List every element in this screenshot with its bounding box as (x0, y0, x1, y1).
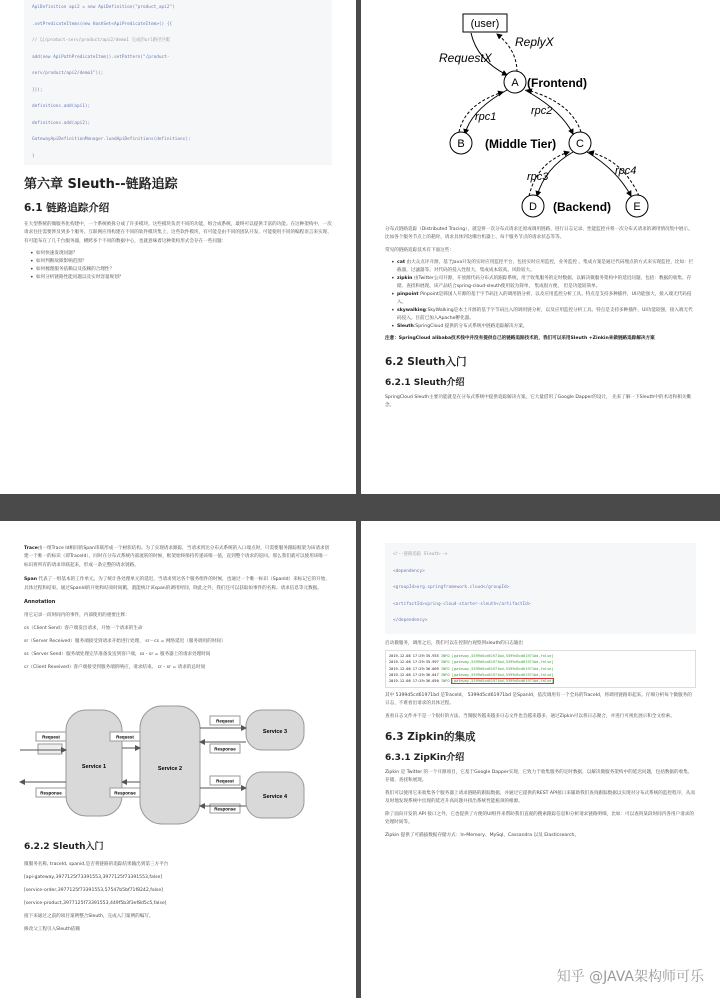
service-4-label: Service 4 (262, 794, 288, 800)
log-level: INFO (440, 653, 450, 658)
event-line: sr（Server Received）服务端接受到请求开始进行处理， sr－cs = 网络延迟（服务调用的时间） (24, 639, 226, 645)
paragraph: 其中 5399d5cd61971bd 是TraceId， 5399d5cd61971bd 是SpanId，依次调用有一个全局的TraceId，将调用链路串起来。仔细分析每个微服务的日志，不难看出请求的具体过程。 (385, 692, 692, 707)
tech-name: pinpoint (397, 292, 419, 298)
tech-list (391, 259, 696, 331)
term-desc: 代表了一组基本的工作单元。为了统计各处理单元的延迟，当请求到达各个服务组件的时候，也通过一个唯一标识（SpanId）来标记它的开始、具体过程和结束。通过SpanId的开始和结束时间戳，就能统计该span的调用时间，除此之外，我们还可以获取如事件的名称。请求信息等元数据。 (24, 577, 330, 591)
code-line: </dependency> (393, 618, 428, 623)
log-level: INFO (440, 679, 450, 684)
middle-tier-label: (Middle Tier) (485, 137, 557, 151)
code-block (24, 0, 332, 165)
document-page-4 (361, 521, 720, 998)
code-line: <dependency> (393, 568, 425, 574)
list-item (391, 307, 696, 323)
rpc3-label: rpc3 (527, 171, 549, 183)
node-c-label: C (576, 138, 584, 150)
call-chain-diagram (361, 0, 720, 222)
code-line: <groupId>org.springframework.cloud</groupId> (393, 585, 510, 590)
node-d-label: D (529, 201, 537, 213)
tech-desc: :SkyWalking是本土开源的基于字节码注入的调用链分析，以及应用监控分析工具。特点是支持多种插件，UI功能较强，接入端无代码侵入。目前已加入Apache孵化器。 (397, 308, 693, 322)
list-item (391, 275, 696, 291)
log-tag: [gateway,5399d5cd61971bd,5399d5cd61971bd,false] (451, 673, 554, 678)
document-page-2 (361, 0, 720, 494)
event-line: ss（Server Send）服务端处理完毕准备发送到客户端，ss - sr = 服务器上的请求处理时间 (24, 652, 211, 658)
rpc1-label: rpc1 (475, 111, 497, 123)
response-tag-label: Response (40, 790, 62, 796)
code-line: definitions.add(api1); (32, 104, 91, 109)
paragraph: 启动微服务，调用之后，我们可以在控制台观察到sleuth的日志输出 (385, 640, 524, 646)
tech-desc: Pinpoint是韩国人开源的基于字节码注入的调用链分析，以及应用监控分析工具。特点是支持多种插件，UI功能强大，接入端无代码侵入。 (397, 292, 692, 306)
response-tag-label: Response (214, 806, 236, 812)
tech-name: skywalking (397, 308, 426, 314)
section-title: 6.1 链路追踪介绍 (24, 202, 110, 214)
log-level: INFO (440, 660, 450, 665)
code-line: }}); (32, 87, 43, 93)
request-tag-label: Request (42, 734, 60, 740)
code-line: definitions.add(api2); (32, 120, 91, 126)
subsection-title: 6.3.1 ZipKin介绍 (385, 753, 465, 764)
paragraph: 接下来通过之前的项目案例整合Sleuth，完成入门案例的编写。 (24, 914, 154, 919)
paragraph: 查看日志文件并不是一个很好的方法，当微服务越来越多日志文件也会越来越多，通过Zipkin可以将日志聚合，并进行可视化展示和全文检索。 (385, 713, 675, 719)
log-time: 2019-12-08 17:29:35.935 (389, 653, 439, 658)
backend-label: (Backend) (553, 200, 612, 214)
term: Span (24, 577, 37, 583)
list-item (391, 291, 696, 307)
list-item (391, 259, 696, 275)
watermark: 知乎 @JAVA架构师可乐 (556, 969, 704, 985)
document-page-3 (0, 521, 356, 998)
annotation-title: Annotation (24, 599, 56, 606)
log-time: 2019-12-08 17:29:36.050 (389, 679, 439, 684)
paragraph: 分布式链路追踪（Distributed Tracing），就是将一次分布式请求还原成调用链路，进行日志记录、性能监控并将一次分布式请求的调用情况集中展示。比如各个服务节点上的耗时、请求具体到达哪台机器上、每个服务节点的请求状态等等。 (385, 227, 693, 241)
log-row (389, 678, 692, 684)
service-2-label: Service 2 (157, 766, 183, 772)
subsection-title: 6.2.2 Sleuth入门 (24, 842, 104, 852)
request-arrow (38, 744, 62, 754)
term: Trace (24, 546, 38, 551)
request-tag-label: Request (216, 778, 234, 784)
log-time: 2019-12-08 17:29:36.047 (389, 673, 439, 678)
list-item: • 如何快速发现问题？ (30, 250, 332, 258)
code-line: serv/product/api2/demo1")); (32, 71, 104, 76)
log-time: 2019-12-08 17:29:35.997 (389, 660, 439, 665)
span-flow-diagram (0, 688, 356, 828)
code-line: .setPredicateItems(new HashSet<ApiPredicateItem>() {{ (32, 21, 173, 27)
paragraph: 修改父工程引入Sleuth依赖 (24, 927, 80, 932)
node-b-label: B (457, 138, 465, 150)
request-tag-label: Request (216, 718, 234, 724)
paragraph: 用它记录一段时间内的事件，内部使用的重要注释： (24, 613, 130, 619)
request-label: RequestX (439, 51, 492, 65)
xml-code-block (385, 543, 696, 634)
code-line: ApiDefinition api2 = new ApiDefinition("product_api2") (32, 5, 175, 10)
rpc2-label: rpc2 (531, 105, 553, 117)
code-line: add(new ApiPathPredicateItem().setPattern("/product- (32, 54, 170, 60)
log-tag: [gateway,5399d5cd61971bd,5399d5cd61971bd,false] (451, 666, 554, 671)
request-tag-label: Request (116, 734, 134, 740)
response-tag-label: Response (114, 790, 136, 796)
term-desc: 由一组Trace Id相同的Span串联形成一个树状结构。为了实现请求跟踪，当请求到达分布式系统的入口端点时，只需要服务跟踪框架为该请求创建一个唯一的标识（即TraceId），同时在分布式系统内部流转的时候，框架始终保持传递该唯一值，直到整个请求的返回。那么我们就可以使用该唯一标识将所有的请求串联起来，形成一条完整的请求链路。 (24, 546, 330, 568)
list-item: • 如何梳理服务依赖以及依赖的合理性？ (30, 266, 332, 274)
list-item (391, 323, 696, 331)
reply-label: ReplyX (515, 35, 554, 49)
bullet-list (30, 250, 332, 282)
response-tag-label: Response (214, 746, 236, 752)
document-page-1 (0, 0, 356, 494)
tech-desc: 由大众点评开源，基于Java开发的实时应用监控平台，包括实时应用监控，业务监控 。集成方案是通过代码埋点的方式来实现监控，比如：拦截器，过滤器等。对代码的侵入性很大，集成成本较高。风险较大。 (397, 260, 694, 274)
log-time: 2019-12-08 17:29:36.009 (389, 666, 439, 671)
paragraph: 常见的链路追踪技术有下面这些： (385, 247, 454, 253)
node-e-label: E (633, 201, 641, 213)
code-comment: <!--链路追踪 Sleuth--> (393, 552, 448, 557)
service-1-box (66, 710, 122, 816)
paragraph: SpringCloud Sleuth主要功能就是在分布式系统中提供追踪解决方案。它大量借用了Google Dapper的设计， 先来了解一下Sleuth中的术语和相关概念。 (385, 394, 692, 409)
service-1-label: Service 1 (81, 764, 107, 770)
log-tag: [gateway,5399d5cd61971bd,5399d5cd61971bd,false] (451, 653, 554, 658)
user-label: (user) (470, 18, 500, 30)
tech-desc: 由Twitter公司开源，开放源代码分布式的跟踪系统，用于收集服务的定时数据，以解决微服务架构中的延迟问题，包括：数据的收集、存储、查找和展现。该产品结合spring-cloud-sleuth使用较为简单， 集成很方便， 但是功能较简单。 (397, 276, 692, 290)
section-title: 6.3 Zipkin的集成 (385, 731, 476, 744)
paragraph: Zipkin 是 Twitter 的一个开源项目，它基于Google Dapper实现，它致力于收集服务的定时数据，以解决微服务架构中的延迟问题，包括数据的收集、存储、查找和展现。 (385, 770, 693, 784)
sample-line: [service-order,3977125f73391553,57547b5bf71f8242,false] (24, 888, 163, 893)
paragraph: 在大型系统的微服务化构建中，一个系统被拆分成了许多模块。这些模块负责不同的功能，组合成系统，最终可以提供丰富的功能。在这种架构中，一次请求往往需要涉及到多个服务。互联网应用构建在不同的软件模块集上，这些软件模块，有可能是由不同的团队开发、可能使用不同的编程语言来实现、有可能布在了几千台服务器，横跨多个不同的数据中心，也就意味着这种架构形式会存在一些问题： (24, 222, 332, 244)
log-tag-highlighted: [gateway,5399d5cd61971bd,5399d5cd61971bd,false] (451, 679, 554, 684)
tech-name: Sleuth (397, 324, 414, 330)
log-level: INFO (440, 666, 450, 671)
log-tag: [gateway,5399d5cd61971bd,5399d5cd61971bd,false] (451, 660, 554, 665)
code-line: } (32, 153, 35, 159)
frontend-label: (Frontend) (527, 76, 587, 90)
log-level: INFO (440, 673, 450, 678)
paragraph: 除了面向开发的 API 接口之外，它也提供了方便的UI组件来帮助我们直观的搜索跟踪信息和分析请求链路明细，比如：可以查询某段时间内各用户请求的处理时间等。 (385, 811, 694, 826)
node-a-label: A (511, 77, 519, 89)
service-3-label: Service 3 (262, 729, 288, 735)
section-title: 6.2 Sleuth入门 (385, 355, 467, 368)
code-line: GatewayApiDefinitionManager.loadApiDefinitions(definitions); (32, 137, 191, 142)
rpc4-label: rpc4 (615, 165, 637, 177)
event-line: cr（Client Reveived）客户端接受到服务端的响应，请求结束。 cr - sr = 请求的总时间 (24, 665, 206, 671)
paragraph: Zipkin 提供了可插拔数据存储方式：In-Memory、MySql、Cassandra 以及 Elasticsearch。 (385, 832, 580, 838)
paragraph (24, 576, 332, 593)
tech-name: cat (397, 260, 406, 266)
tech-desc: :SpringCloud 提供的分布式系统中链路追踪解决方案。 (413, 324, 528, 330)
sample-line: [api-gateway,3977125f73391553,3977125f73391553,false] (24, 875, 163, 880)
sample-line: [service-product,3977125f73391553,449f5b3f3ef8d5c5,false] (24, 901, 167, 906)
chapter-title: 第六章 Sleuth--链路追踪 (24, 177, 178, 192)
service-2-box (140, 706, 200, 824)
subsection-title: 6.2.1 Sleuth介绍 (385, 377, 465, 388)
code-line: <artifactId>spring-cloud-starter-sleuth</artifactId> (393, 601, 531, 607)
paragraph (24, 545, 332, 570)
paragraph: 我们可以使用它来收集各个服务器上请求链路的跟踪数据，并通过它提供的REST API接口来辅助我们查询跟踪数据以实现对分布式系统的监控程序，从而及时地发现系统中出现的延迟升高问题并找出系统性能瓶颈的根源。 (385, 790, 695, 805)
note: 注意：SpringCloud alibaba技术栈中并没有提供自己的链路追踪技术的，我们可以采用Sleuth +Zinkin来做链路追踪解决方案 (385, 336, 655, 342)
list-item: • 如何判断故障影响范围？ (30, 258, 332, 266)
console-log (385, 650, 696, 688)
list-item: • 如何分析链路性能问题以及实时容量规划？ (30, 274, 332, 282)
paragraph: 微服务名称, traceId, spanid,是否将链路的追踪结果输出到第三方平台 (24, 862, 169, 867)
event-line: cs（Client Send）客户端发出请求，开始一个请求的生命 (24, 626, 143, 632)
code-comment: // 以/product-serv/product/api2/demo1 完成的url路径匹配 (32, 38, 171, 43)
tech-name: zipkin (397, 276, 413, 282)
